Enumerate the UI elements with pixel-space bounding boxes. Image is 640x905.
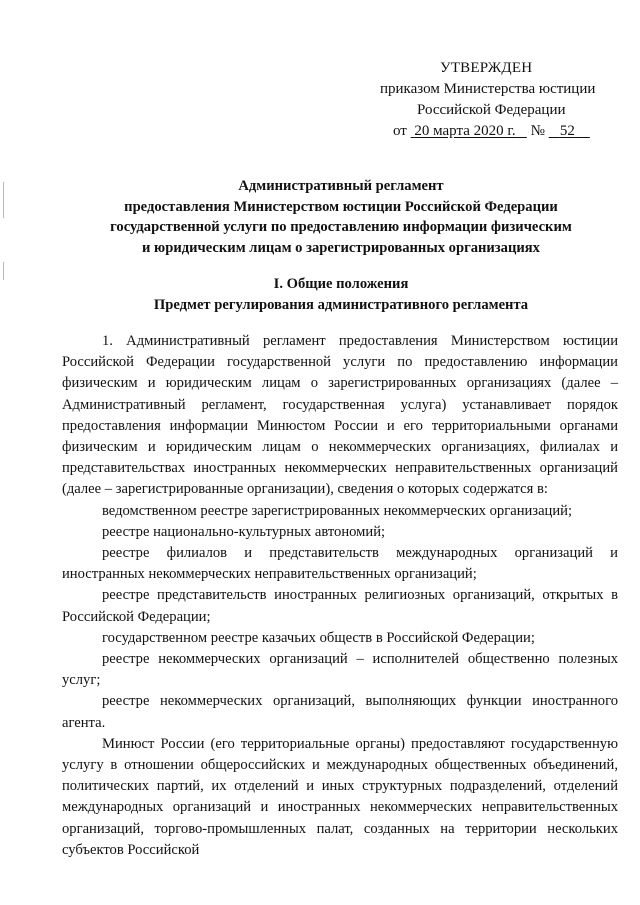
- approval-ministry-line: Российской Федерации: [417, 102, 566, 118]
- approval-date-prefix: от: [393, 123, 407, 139]
- document-body: [62, 331, 618, 861]
- approval-number: 52: [559, 123, 575, 139]
- paragraph: ведомственном реестре зарегистрированных некоммерческих организаций;: [102, 502, 573, 519]
- title-line: и юридическим лицам о зарегистрированных организациях: [142, 239, 540, 256]
- scan-edge-mark: [3, 262, 4, 280]
- title-line: государственной услуги по предоставлению информации физическим: [110, 219, 572, 235]
- approval-order-line: приказом Министерства юстиции: [380, 81, 596, 97]
- approval-number-sign: №: [530, 123, 545, 139]
- paragraph: реестре представительств иностранных религиозных организаций, открытых в Российской Федерации;: [62, 587, 618, 625]
- paragraph: Минюст России (его территориальные органы) предоставляют государственную услугу в отношении общероссийских и международных общественных объединений, политических партий, их отделений и иных структурных подразделений, отделений международных организаций и иностранных некоммерческих неправительственных организаций, торгово-промышленных палат, созданных на территории нескольких субъектов Российской: [62, 735, 618, 858]
- paragraph: 1. Административный регламент предоставления Министерством юстиции Российской Федерации государственной услуги по предоставлению информации физическим и юридическим лицам о зарегистрированных организациях (далее – Административный регламент, государственная услуга) устанавливает порядок предоставления информации Минюстом России и его территориальными органами физическим и юридическим лицам о некоммерческих организациях, филиалах и представительствах иностранных некоммерческих неправительственных организаций (далее – зарегистрированные организации), сведения о которых содержатся в:: [62, 333, 618, 498]
- approval-date: 20 марта 2020 г.: [414, 123, 516, 139]
- approval-heading: УТВЕРЖДЕН: [440, 60, 533, 76]
- section-subtitle: Предмет регулирования административного регламента: [153, 297, 529, 313]
- approval-date-line: [360, 121, 630, 142]
- paragraph: реестре филиалов и представительств международных организаций и иностранных некоммерческих неправительственных организаций;: [62, 545, 618, 583]
- section-heading: [62, 274, 620, 316]
- section-title: I. Общие положения: [273, 276, 409, 292]
- paragraph: реестре национально-культурных автономий;: [102, 523, 386, 540]
- paragraph: реестре некоммерческих организаций, выполняющих функции иностранного агента.: [62, 693, 618, 731]
- document-title: [62, 176, 620, 258]
- title-line: Административный регламент: [238, 178, 444, 194]
- paragraph: реестре некоммерческих организаций – исполнителей общественно полезных услуг;: [62, 651, 618, 689]
- title-line: предоставления Министерством юстиции Российской Федерации: [124, 198, 558, 215]
- scan-edge-mark: [3, 182, 4, 218]
- approval-stamp-block: [360, 58, 630, 142]
- paragraph: государственном реестре казачьих обществ в Российской Федерации;: [102, 629, 535, 646]
